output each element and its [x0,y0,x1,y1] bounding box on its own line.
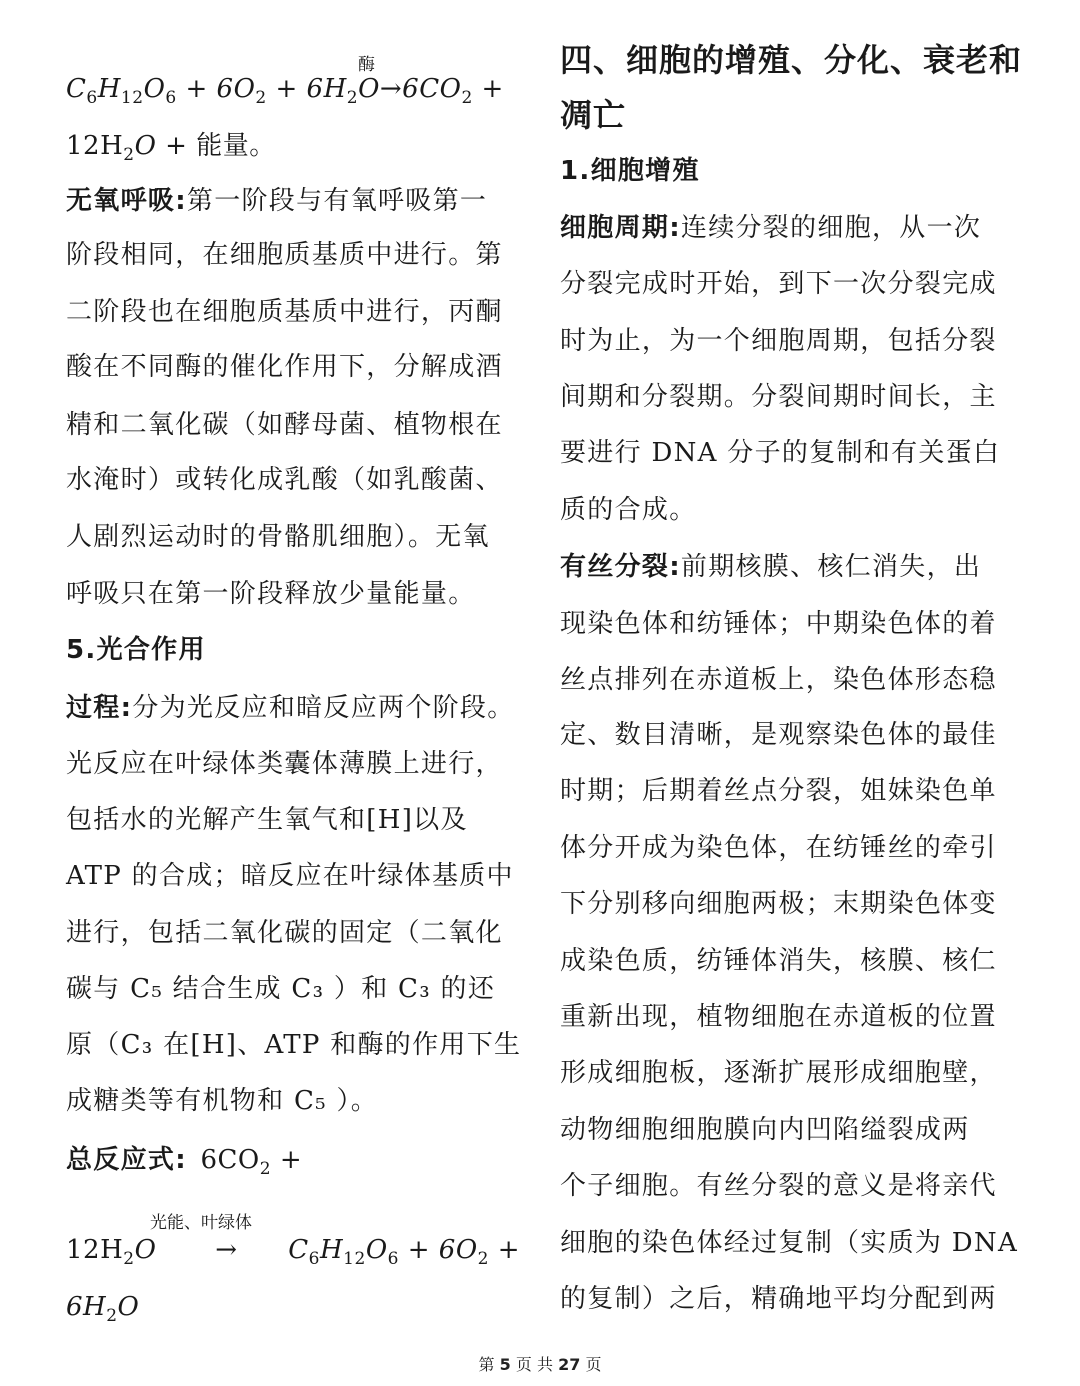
mitosis-line-5: 时期；后期着丝点分裂，姐妹染色单 [560,776,997,806]
anaerobic-line-5: 精和二氧化碳（如酵母菌、植物根在 [66,410,503,440]
anaerobic-line-1: 无氧呼吸:第一阶段与有氧呼吸第一 [66,186,488,216]
mitosis-line-1: 有丝分裂:前期核膜、核仁消失，出 [560,552,982,582]
cell-cycle-line-4: 间期和分裂期。分裂间期时间长，主 [560,382,997,412]
mitosis-line-12: 个子细胞。有丝分裂的意义是将亲代 [560,1171,997,1201]
mitosis-line-11: 动物细胞细胞膜向内凹陷缢裂成两 [560,1115,970,1145]
process-line-2: 光反应在叶绿体类囊体薄膜上进行， [66,749,503,779]
cell-cycle-line-6: 质的合成。 [560,495,697,525]
cell-cycle-line-5: 要进行 DNA 分子的复制和有关蛋白 [560,438,1001,468]
mitosis-line-2: 现染色体和纺锤体；中期染色体的着 [560,609,997,639]
aerobic-equation-line2: $12H_2O$ + 能量。 [66,131,276,165]
current-page-number: 5 [499,1355,511,1374]
page-footer: 第 5 页 共 27 页 [478,1355,602,1374]
total-equation-line2: $12H_2O \to C_6H_{12}O_6 + 6O_2$ + [66,1235,521,1269]
cell-cycle-label: 细胞周期: [560,213,681,243]
anaerobic-line-3: 二阶段也在细胞质基质中进行，丙酮 [66,297,503,327]
mitosis-line-13: 细胞的染色体经过复制（实质为 DNA [560,1228,1019,1258]
total-equation-line3: $6H_2O$ [66,1292,140,1326]
mitosis-line-14: 的复制）之后，精确地平均分配到两 [560,1284,997,1314]
anaerobic-line-8: 呼吸只在第一阶段释放少量能量。 [66,579,476,609]
process-label: 过程: [66,693,133,723]
process-line-3: 包括水的光解产生氧气和[H]以及 [66,805,468,835]
cell-cycle-line-3: 时为止，为一个细胞周期，包括分裂 [560,326,997,356]
process-line-1: 过程:分为光反应和暗反应两个阶段。 [66,693,515,723]
anaerobic-line-2: 阶段相同，在细胞质基质中进行。第 [66,240,503,270]
mitosis-line-6: 体分开成为染色体，在纺锤丝的牵引 [560,833,997,863]
mitosis-line-10: 形成细胞板，逐渐扩展形成细胞壁， [560,1058,997,1088]
total-equation-line1: 总反应式: $6CO_2$ + [66,1145,303,1179]
process-line-7: 原（C₃ 在[H]、ATP 和酶的作用下生 [66,1030,522,1060]
reaction-arrow: → [215,1235,238,1265]
mitosis-line-3: 丝点排列在赤道板上，染色体形态稳 [560,665,997,695]
enzyme-label: 酶 [358,55,375,75]
mitosis-label: 有丝分裂: [560,552,681,582]
section-heading-line2: 凋亡 [560,96,627,134]
mitosis-line-4: 定、数目清晰，是观察染色体的最佳 [560,720,997,750]
anaerobic-line-7: 人剧烈运动时的骨骼肌细胞）。无氧 [66,522,490,552]
mitosis-line-9: 重新出现，植物细胞在赤道板的位置 [560,1002,997,1032]
cell-cycle-line-2: 分裂完成时开始，到下一次分裂完成 [560,269,997,299]
mitosis-line-7: 下分别移向细胞两极；末期染色体变 [560,889,997,919]
mitosis-line-8: 成染色质，纺锤体消失，核膜、核仁 [560,946,997,976]
light-chloroplast-label: 光能、叶绿体 [150,1213,252,1233]
process-line-5: 进行，包括二氧化碳的固定（二氧化 [66,918,503,948]
cell-cycle-line-1: 细胞周期:连续分裂的细胞，从一次 [560,213,982,243]
process-line-8: 成糖类等有机物和 C₅ ）。 [66,1086,379,1116]
anaerobic-line-4: 酸在不同酶的催化作用下，分解成酒 [66,352,503,382]
section-heading-line1: 四、细胞的增殖、分化、衰老和 [560,41,1023,79]
total-page-count: 27 [558,1355,581,1374]
cell-proliferation-heading: 1.细胞增殖 [560,156,700,186]
process-line-4: ATP 的合成；暗反应在叶绿体基质中 [66,861,514,891]
anaerobic-label: 无氧呼吸: [66,186,187,216]
total-label: 总反应式: [66,1145,187,1175]
aerobic-equation-line1: $C_6H_{12}O_6 + 6O_2 + 6H_2O\to 6CO_2$ + [66,74,504,108]
process-line-6: 碳与 C₅ 结合生成 C₃ ）和 C₃ 的还 [66,974,496,1004]
photosynthesis-heading: 5.光合作用 [66,635,206,665]
anaerobic-line-6: 水淹时）或转化成乳酸（如乳酸菌、 [66,465,503,495]
